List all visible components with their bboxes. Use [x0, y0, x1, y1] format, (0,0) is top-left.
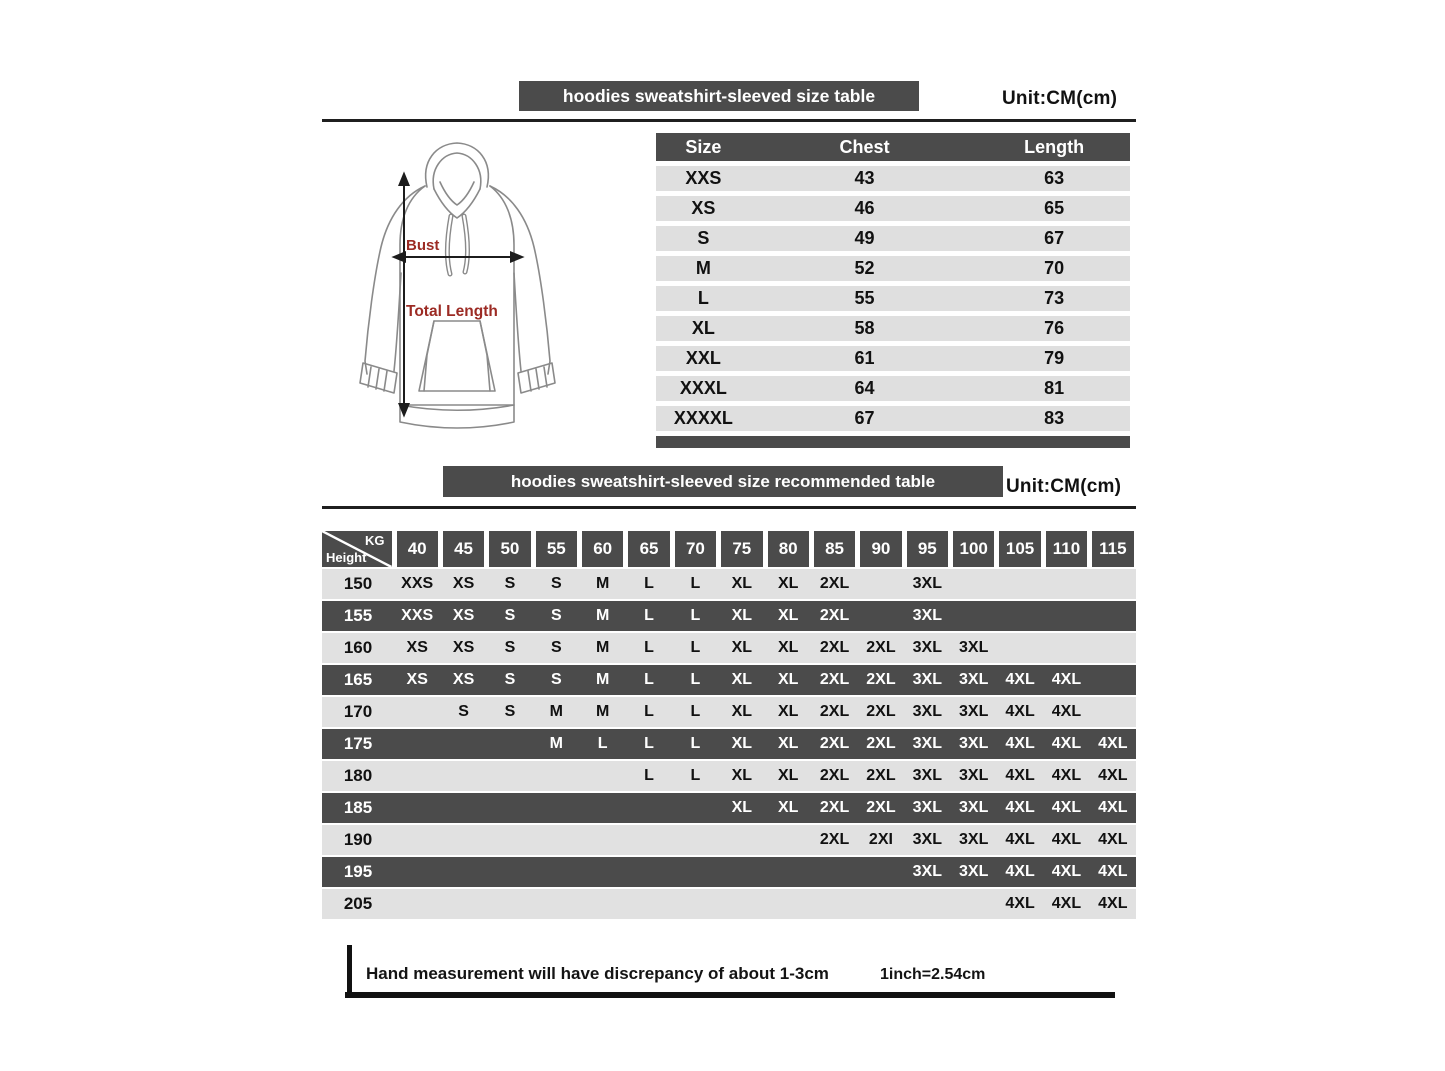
size-cell: 4XL: [1005, 703, 1035, 720]
size-table-footer-bar: [656, 436, 1130, 448]
recommended-table-title-bar: [443, 466, 1003, 497]
size-cell: S: [504, 575, 516, 592]
size-cell: XL: [731, 575, 753, 592]
size-cell: 2XL: [819, 735, 850, 752]
kg-height-corner-cell: [322, 531, 392, 567]
size-cell: 4XL: [1051, 703, 1082, 720]
size-cell: 3XL: [959, 671, 989, 688]
size-cell: L: [644, 639, 654, 656]
weight-column-header: 115: [1092, 531, 1133, 567]
divider-top: [322, 119, 1136, 122]
size-cell: 2XI: [868, 831, 893, 848]
size-table-row: [656, 346, 1130, 371]
size-cell: 4XL: [1051, 863, 1082, 880]
size-cell: XS: [452, 639, 475, 656]
size-table-title: hoodies sweatshirt-sleeved size table: [562, 85, 876, 106]
right-sleeve-outline: [490, 186, 550, 374]
size-cell: XL: [777, 799, 799, 816]
size-cell: 3XL: [959, 799, 989, 816]
size-cell: XL: [777, 671, 799, 688]
size-cell: XS: [452, 671, 475, 688]
size-table: [656, 133, 1130, 448]
weight-column-header: 100: [953, 531, 994, 567]
size-cell: 4XL: [1005, 671, 1035, 688]
size-cell: XL: [731, 671, 753, 688]
corner-height-label: Height: [326, 550, 367, 565]
size-cell: S: [504, 671, 516, 688]
size-cell: 3XL: [912, 863, 942, 880]
size-cell: M: [596, 703, 610, 720]
size-table-cell: XS: [691, 198, 716, 218]
size-table-column-header: Chest: [839, 136, 890, 157]
size-cell: 4XL: [1005, 799, 1035, 816]
size-table-row: [656, 316, 1130, 341]
left-sleeve-outline: [365, 186, 425, 374]
size-table-cell: 52: [854, 258, 875, 278]
size-cell: 3XL: [959, 863, 989, 880]
size-table-cell: 46: [854, 198, 875, 218]
size-table-row: [656, 166, 1130, 191]
height-label: 205: [343, 894, 373, 913]
size-cell: S: [504, 607, 516, 624]
size-cell: 2XL: [866, 671, 896, 688]
size-cell: 2XL: [866, 735, 896, 752]
size-cell: S: [504, 639, 516, 656]
recommended-table-row: [322, 825, 1136, 855]
size-cell: 4XL: [1005, 863, 1035, 880]
size-cell: L: [690, 735, 701, 752]
size-table-cell: 58: [854, 318, 875, 338]
size-cell: 3XL: [912, 799, 942, 816]
height-label: 170: [343, 702, 373, 721]
recommended-table-row: [322, 633, 1136, 663]
height-label: 180: [343, 766, 373, 785]
total-length-label: Total Length: [406, 303, 498, 320]
size-cell: XL: [731, 735, 753, 752]
weight-column-header: 45: [443, 531, 484, 567]
recommended-table-row: [322, 857, 1136, 887]
size-cell: XL: [731, 799, 753, 816]
size-cell: XXS: [401, 575, 434, 592]
size-cell: XL: [731, 703, 753, 720]
size-cell: XL: [777, 639, 799, 656]
size-cell: L: [690, 607, 701, 624]
size-table-cell: XL: [691, 318, 715, 338]
size-table-cell: 55: [854, 288, 875, 308]
size-table-cell: XXXXL: [673, 408, 733, 428]
recommended-table-row: [322, 601, 1136, 631]
size-cell: L: [690, 575, 701, 592]
weight-column-header: 105: [999, 531, 1040, 567]
size-table-title-bar: [519, 81, 919, 111]
size-cell: S: [550, 671, 562, 688]
size-cell: XL: [731, 607, 753, 624]
size-cell: XS: [406, 639, 428, 656]
size-cell: S: [550, 639, 562, 656]
pocket-outline: [419, 321, 495, 391]
size-table-cell: S: [697, 228, 710, 248]
size-table-row: [656, 226, 1130, 251]
size-table-body: [656, 166, 1130, 431]
height-label: 185: [343, 798, 373, 817]
size-table-cell: XXS: [685, 168, 722, 188]
weight-column-header: 70: [675, 531, 716, 567]
size-cell: 2XL: [819, 607, 850, 624]
size-cell: L: [690, 639, 701, 656]
size-cell: 2XL: [819, 671, 850, 688]
size-cell: 4XL: [1051, 895, 1082, 912]
size-cell: 3XL: [912, 831, 942, 848]
size-cell: L: [597, 735, 608, 752]
size-cell: 4XL: [1051, 735, 1082, 752]
footnote-text: Hand measurement will have discrepancy of about 1-3cm: [366, 964, 829, 983]
weight-column-header: 80: [768, 531, 809, 567]
size-cell: XL: [731, 767, 753, 784]
recommended-table-header: [322, 531, 1136, 567]
size-cell: 2XL: [866, 767, 896, 784]
size-cell: S: [458, 703, 469, 720]
drawstrings: [447, 216, 467, 274]
size-table-cell: L: [697, 288, 709, 308]
recommended-size-table: [322, 531, 1136, 919]
size-cell: 3XL: [959, 767, 989, 784]
size-table-cell: 49: [854, 228, 875, 248]
footnote-left-bar: [347, 945, 352, 998]
size-cell: XL: [777, 735, 799, 752]
weight-column-header: 65: [628, 531, 669, 567]
size-cell: 2XL: [819, 799, 850, 816]
size-cell: XS: [406, 671, 428, 688]
size-table-header: [656, 133, 1130, 161]
size-table-cell: 83: [1044, 408, 1065, 428]
height-label: 195: [343, 862, 373, 881]
weight-column-header: 55: [536, 531, 577, 567]
size-cell: S: [504, 703, 516, 720]
height-label: 175: [343, 734, 373, 753]
size-cell: XXS: [401, 607, 434, 624]
size-cell: 4XL: [1005, 831, 1035, 848]
size-table-column-header: Length: [1024, 136, 1085, 157]
size-table-cell: 64: [854, 378, 875, 398]
size-cell: 3XL: [912, 703, 942, 720]
hoodie-measurement-diagram: [330, 133, 645, 455]
size-table-cell: 63: [1044, 168, 1065, 188]
recommended-table-row: [322, 889, 1136, 919]
hem-band: [400, 405, 514, 428]
size-cell: 4XL: [1098, 735, 1128, 752]
size-cell: 3XL: [912, 735, 942, 752]
size-cell: 3XL: [912, 639, 942, 656]
size-cell: 4XL: [1051, 799, 1082, 816]
size-cell: L: [644, 607, 654, 624]
size-cell: 4XL: [1005, 895, 1035, 912]
size-cell: M: [596, 639, 610, 656]
size-table-row: [656, 406, 1130, 431]
height-label: 190: [343, 830, 373, 849]
size-table-cell: 79: [1044, 348, 1065, 368]
size-cell: 2XL: [819, 703, 850, 720]
hood-outline: [426, 143, 489, 187]
size-cell: 3XL: [912, 671, 942, 688]
recommended-table-body: [322, 569, 1136, 919]
size-cell: S: [550, 607, 562, 624]
size-cell: L: [644, 671, 654, 688]
recommended-table-row: [322, 665, 1136, 695]
size-cell: 2XL: [819, 639, 850, 656]
size-table-cell: 67: [854, 408, 875, 428]
size-cell: 4XL: [1051, 671, 1082, 688]
divider-bottom: [322, 506, 1136, 509]
size-cell: S: [550, 575, 562, 592]
recommended-table-row: [322, 761, 1136, 791]
size-cell: L: [644, 767, 654, 784]
size-cell: 4XL: [1098, 895, 1128, 912]
weight-column-header: 75: [721, 531, 762, 567]
size-table-cell: 43: [854, 168, 875, 188]
size-cell: M: [549, 703, 563, 720]
size-cell: 3XL: [959, 703, 989, 720]
size-cell: XL: [777, 767, 799, 784]
size-table-row: [656, 256, 1130, 281]
size-cell: 4XL: [1098, 799, 1128, 816]
corner-kg-label: KG: [365, 533, 385, 548]
size-table-cell: M: [695, 258, 711, 278]
unit-label-bottom: Unit:CM(cm): [1006, 476, 1122, 497]
size-cell: 4XL: [1005, 735, 1035, 752]
weight-column-header: 95: [907, 531, 948, 567]
size-table-cell: 76: [1044, 318, 1065, 338]
weight-column-header: 60: [582, 531, 623, 567]
size-table-cell: 73: [1044, 288, 1065, 308]
size-cell: L: [644, 703, 654, 720]
size-table-cell: 61: [854, 348, 875, 368]
size-cell: 3XL: [959, 831, 989, 848]
size-cell: XL: [731, 639, 753, 656]
size-cell: 4XL: [1098, 831, 1128, 848]
recommended-table-title: hoodies sweatshirt-sleeved size recommended table: [510, 471, 936, 491]
size-cell: 4XL: [1051, 767, 1082, 784]
size-cell: 2XL: [819, 767, 850, 784]
size-cell: M: [596, 671, 610, 688]
size-table-cell: XXXL: [679, 378, 727, 398]
size-table-cell: 81: [1044, 378, 1065, 398]
size-cell: 2XL: [819, 575, 850, 592]
size-table-row: [656, 286, 1130, 311]
weight-column-header: 110: [1046, 531, 1087, 567]
size-table-cell: XXL: [685, 348, 721, 368]
size-cell: XL: [777, 703, 799, 720]
size-table-row: [656, 376, 1130, 401]
size-cell: 4XL: [1051, 831, 1082, 848]
size-cell: L: [690, 671, 701, 688]
size-cell: M: [596, 607, 610, 624]
size-cell: 4XL: [1098, 863, 1128, 880]
recommended-table-row: [322, 793, 1136, 823]
size-cell: 3XL: [912, 767, 942, 784]
height-label: 160: [343, 638, 373, 657]
size-cell: L: [690, 767, 701, 784]
size-cell: XS: [452, 607, 475, 624]
size-cell: 3XL: [959, 639, 989, 656]
recommended-table-row: [322, 697, 1136, 727]
height-label: 150: [343, 574, 373, 593]
bust-label: Bust: [406, 237, 440, 254]
size-cell: XL: [777, 607, 799, 624]
recommended-table-row: [322, 569, 1136, 599]
size-table-cell: 70: [1044, 258, 1065, 278]
size-cell: 3XL: [959, 735, 989, 752]
size-table-column-header: Size: [685, 136, 722, 157]
size-cell: 2XL: [866, 799, 896, 816]
size-table-cell: 65: [1044, 198, 1065, 218]
height-label: 165: [343, 670, 373, 689]
height-label: 155: [343, 606, 373, 625]
weight-column-header: 50: [489, 531, 530, 567]
size-cell: L: [690, 703, 701, 720]
size-cell: M: [549, 735, 563, 752]
weight-column-header: 40: [397, 531, 438, 567]
weight-column-header: 90: [860, 531, 901, 567]
recommended-table-row: [322, 729, 1136, 759]
size-table-row: [656, 196, 1130, 221]
size-cell: 4XL: [1098, 767, 1128, 784]
size-cell: 3XL: [912, 607, 942, 624]
size-cell: XS: [452, 575, 475, 592]
size-cell: 4XL: [1005, 767, 1035, 784]
unit-label-top: Unit:CM(cm): [1002, 88, 1118, 109]
body-outline: [400, 186, 514, 405]
footnote-bottom-bar: [345, 992, 1115, 998]
size-table-cell: 67: [1044, 228, 1065, 248]
size-cell: 2XL: [866, 639, 896, 656]
size-cell: M: [596, 575, 610, 592]
size-cell: L: [644, 735, 654, 752]
size-cell: 2XL: [819, 831, 850, 848]
size-cell: 3XL: [912, 575, 942, 592]
weight-column-header: 85: [814, 531, 855, 567]
size-cell: 2XL: [866, 703, 896, 720]
footnote-conversion: 1inch=2.54cm: [880, 966, 986, 983]
size-cell: XL: [777, 575, 799, 592]
size-cell: L: [644, 575, 654, 592]
